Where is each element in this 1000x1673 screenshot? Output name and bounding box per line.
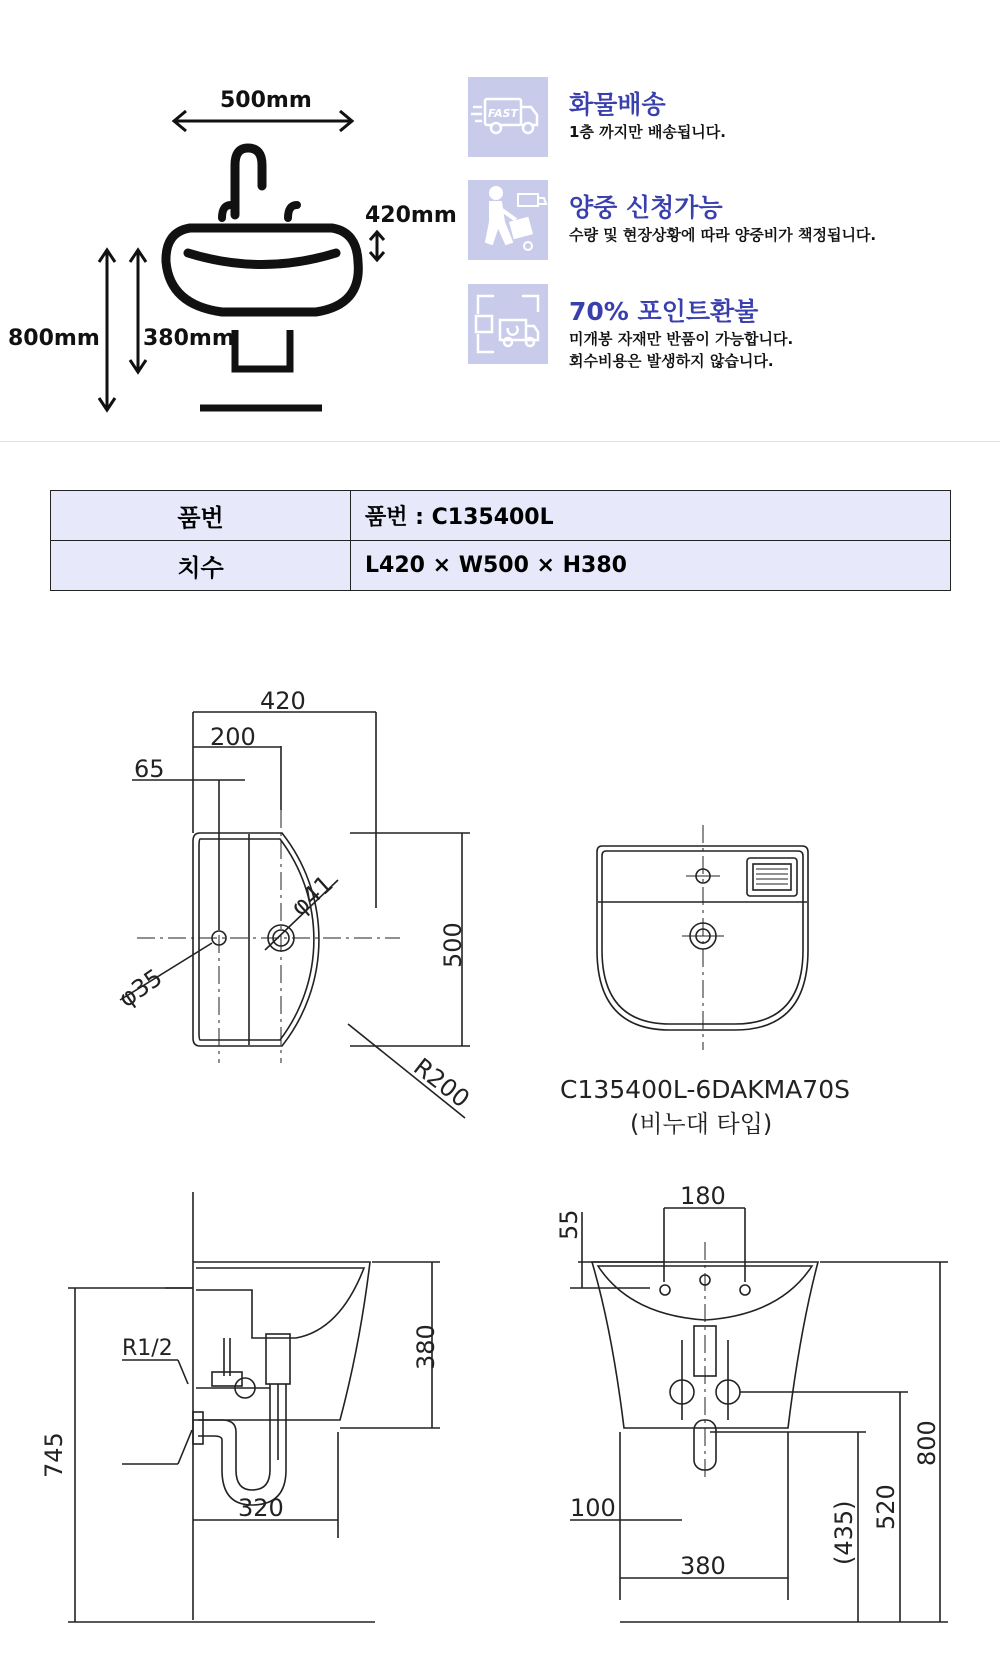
total-height-label: 800mm [8, 326, 100, 351]
section-divider [0, 441, 1000, 442]
dim-380-side: 380 [412, 1324, 440, 1370]
dim-200: 200 [210, 723, 256, 751]
table-row [51, 541, 951, 591]
dim-745: 745 [40, 1432, 68, 1478]
feature-desc: 수량 및 현장상황에 따라 양중비가 책정됩니다. [569, 226, 877, 244]
top-view [120, 712, 470, 1118]
dim-380-back: 380 [680, 1552, 726, 1580]
return-box-truck-icon [468, 284, 548, 364]
dim-500: 500 [439, 922, 467, 968]
back-view [570, 1208, 948, 1622]
dim-420: 420 [260, 687, 306, 715]
dim-180: 180 [680, 1182, 726, 1210]
feature-title: 양중 신청가능 [569, 193, 723, 222]
feature-desc-line: 회수비용은 발생하지 않습니다. [569, 352, 774, 370]
svg-text:FAST: FAST [488, 107, 519, 120]
feature-desc: 1층 까지만 배송됩니다. [569, 123, 726, 141]
label-r12: R1/2 [122, 1336, 173, 1361]
model-subtitle: (비누대 타입) [630, 1110, 773, 1138]
dim-435: (435) [830, 1500, 858, 1565]
width-label: 500mm [220, 88, 312, 113]
feature-desc-line: 미개봉 자재만 반품이 가능합니다. [569, 330, 794, 348]
feature-title: 화물배송 [569, 90, 666, 119]
technical-drawing [0, 660, 1000, 1673]
side-view [68, 1192, 440, 1622]
dim-520: 520 [872, 1484, 900, 1530]
feature-refund [468, 284, 988, 370]
spec-key: 품번 [51, 491, 351, 541]
basin-height-label: 380mm [143, 326, 235, 351]
label-r200: R200 [408, 1052, 475, 1114]
hand-truck-worker-icon [468, 180, 548, 260]
spec-table [50, 490, 951, 591]
dim-100: 100 [570, 1494, 616, 1522]
dim-320: 320 [238, 1494, 284, 1522]
product-summary [0, 0, 1000, 440]
fast-delivery-truck-icon [468, 77, 548, 157]
spec-key: 치수 [51, 541, 351, 591]
dim-800: 800 [913, 1420, 941, 1466]
dim-65: 65 [134, 755, 165, 783]
model-code: C135400L-6DAKMA70S [560, 1075, 850, 1104]
label-phi35: φ35 [113, 963, 168, 1013]
front-view [597, 825, 808, 1050]
feature-title: 70% 포인트환불 [569, 297, 759, 326]
spec-value: 품번 : C135400L [351, 491, 951, 541]
depth-label: 420mm [365, 203, 457, 228]
dim-55: 55 [555, 1209, 583, 1240]
table-row [51, 491, 951, 541]
feature-desc [569, 328, 793, 372]
label-phi41: φ41 [285, 869, 339, 922]
spec-value: L420 × W500 × H380 [351, 541, 951, 591]
feature-delivery [468, 77, 988, 159]
feature-lifting [468, 180, 988, 262]
